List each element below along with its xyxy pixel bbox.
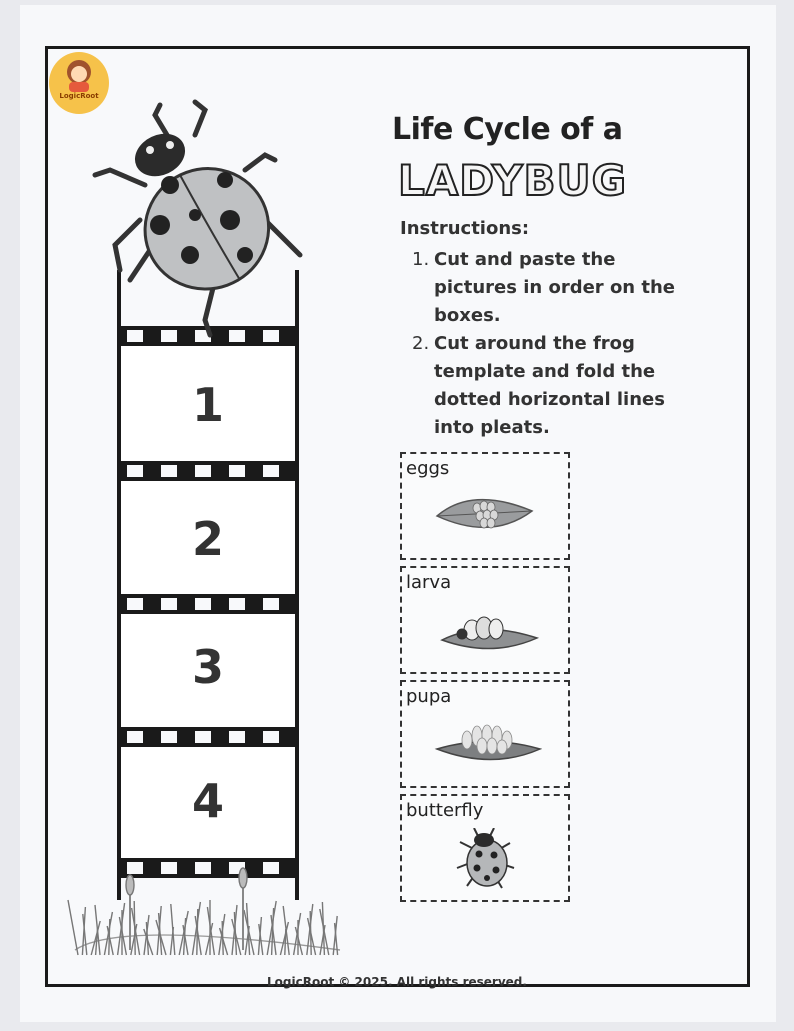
instruction-number: 1. [412,249,430,270]
sprocket-hole [229,330,245,342]
sprocket-hole [263,598,279,610]
instruction-text: Cut around the frog template and fold the dotted horizontal lines into pleats. [434,333,665,438]
frame-number-1: 1 [191,378,224,432]
logo-text: LogicRoot [59,92,99,100]
sprocket-hole [263,731,279,743]
card-label: eggs [406,458,450,479]
sprocket-hole [263,330,279,342]
card-label: larva [406,572,452,593]
grass-blade [131,924,137,955]
sprocket-hole [229,731,245,743]
sprocket-hole [161,465,177,477]
instruction-number: 2. [412,333,430,354]
sprocket-hole [161,862,177,874]
larva-on-leaf-icon [432,600,542,660]
grass-blade [107,926,113,955]
sprocket-hole [195,598,211,610]
card-butterfly[interactable] [400,794,570,902]
sprocket-hole [229,598,245,610]
sprocket-hole [127,598,143,610]
sprocket-hole [161,598,177,610]
sprocket-hole [195,731,211,743]
sprocket-hole [195,465,211,477]
frame-number-2: 2 [191,512,224,566]
grass-blade [283,906,289,955]
grass-blade [285,929,286,955]
sprocket-hole [127,330,143,342]
ladybug-icon [432,828,542,898]
eggs-on-leaf-icon [432,486,542,546]
grass-blade [68,900,78,955]
grass-blade [207,907,214,955]
page-title-line1: Life Cycle of a [392,112,623,147]
card-larva[interactable] [400,566,570,674]
sprocket-hole [161,330,177,342]
sprocket-hole [195,862,211,874]
frame-number-3: 3 [191,640,224,694]
sprocket-hole [263,465,279,477]
grass-illustration-icon [68,868,340,955]
sprocket-hole [229,465,245,477]
card-eggs[interactable] [400,452,570,560]
sprocket-hole [127,731,143,743]
sprocket-hole [161,731,177,743]
sprocket-hole [263,862,279,874]
card-pupa[interactable] [400,680,570,788]
card-label: pupa [406,686,452,707]
sprocket-hole [127,465,143,477]
ladybug-illustration-icon [95,102,300,335]
instruction-text: Cut and paste the pictures in order on the boxes. [434,249,676,326]
instructions-heading: Instructions: [400,218,530,239]
sprocket-hole [127,862,143,874]
card-label: butterfly [406,800,484,821]
frame-number-4: 4 [191,774,224,828]
pupa-on-leaf-icon [432,714,542,774]
page-title-line2: LADYBUG [398,156,628,205]
copyright-footer: LogicRoot © 2025. All rights reserved. [267,975,527,989]
